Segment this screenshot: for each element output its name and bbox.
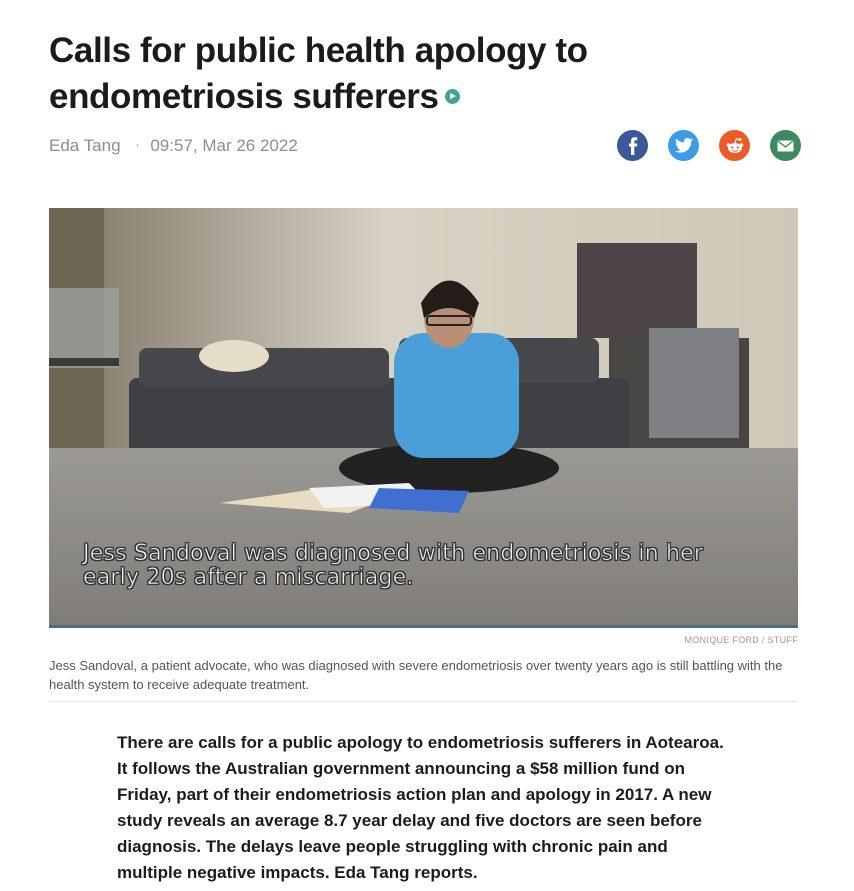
headline-text: Calls for public health apology to endometriosis sufferers xyxy=(49,31,588,116)
play-circle-icon[interactable] xyxy=(445,89,460,104)
reddit-share-button[interactable] xyxy=(719,130,750,161)
byline-separator: · xyxy=(135,137,140,152)
twitter-share-button[interactable] xyxy=(668,130,699,161)
video-player[interactable] xyxy=(49,208,798,628)
byline xyxy=(49,136,298,156)
video-subtitle xyxy=(83,542,763,590)
author-name[interactable]: Eda Tang xyxy=(49,136,121,155)
facebook-icon xyxy=(626,137,640,155)
publish-timestamp: 09:57, Mar 26 2022 xyxy=(150,136,298,155)
subtitle-line: Jess Sandoval was diagnosed with endometriosis in her xyxy=(83,541,704,566)
mail-icon xyxy=(777,140,794,152)
article-headline xyxy=(49,28,669,120)
divider xyxy=(49,701,798,702)
subtitle-line: early 20s after a miscarriage. xyxy=(83,565,414,590)
share-bar xyxy=(617,130,801,161)
email-share-button[interactable] xyxy=(770,130,801,161)
media-caption: Jess Sandoval, a patient advocate, who was diagnosed with severe endometriosis over twenty years ago is still battling with the health system to receive adequate treatment. xyxy=(49,658,783,692)
reddit-icon xyxy=(725,137,745,155)
photo-credit: MONIQUE FORD / STUFF xyxy=(684,635,798,645)
article-intro: There are calls for a public apology to endometriosis sufferers in Aotearoa. It follows the Australian government announcing a $58 million fund on Friday, part of their endometriosis action plan and apology in 2017. A new study reveals an average 8.7 year delay and five doctors are seen before diagnosis. The delays leave people struggling with chronic pain and multiple negative impacts. Eda Tang reports. xyxy=(117,733,724,882)
facebook-share-button[interactable] xyxy=(617,130,648,161)
video-progress-bar[interactable] xyxy=(49,625,798,628)
twitter-icon xyxy=(675,138,693,153)
